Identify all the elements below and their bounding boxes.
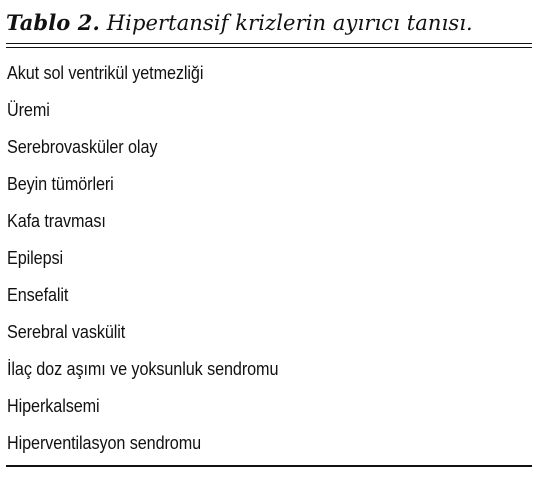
list-item: Kafa travması — [7, 211, 106, 231]
list-item: İlaç doz aşımı ve yoksunluk sendromu — [7, 359, 279, 379]
table-caption-label: Tablo 2. — [6, 10, 100, 35]
list-item: Hiperkalsemi — [7, 396, 100, 416]
list-item: Serebrovasküler olay — [7, 137, 158, 157]
diagnosis-list — [7, 58, 309, 465]
list-item: Akut sol ventrikül yetmezliği — [7, 63, 204, 83]
table-caption-text: Hipertansif krizlerin ayırıcı tanısı. — [99, 11, 473, 35]
list-item: Hiperventilasyon sendromu — [7, 433, 202, 453]
footer-rule — [6, 465, 532, 467]
list-item: Ensefalit — [7, 285, 69, 305]
list-item: Serebral vaskülit — [7, 322, 126, 342]
list-item: Beyin tümörleri — [7, 174, 114, 194]
list-item: Üremi — [7, 100, 50, 120]
table-caption — [6, 10, 473, 35]
list-item: Epilepsi — [7, 248, 64, 268]
header-double-rule — [6, 43, 532, 48]
